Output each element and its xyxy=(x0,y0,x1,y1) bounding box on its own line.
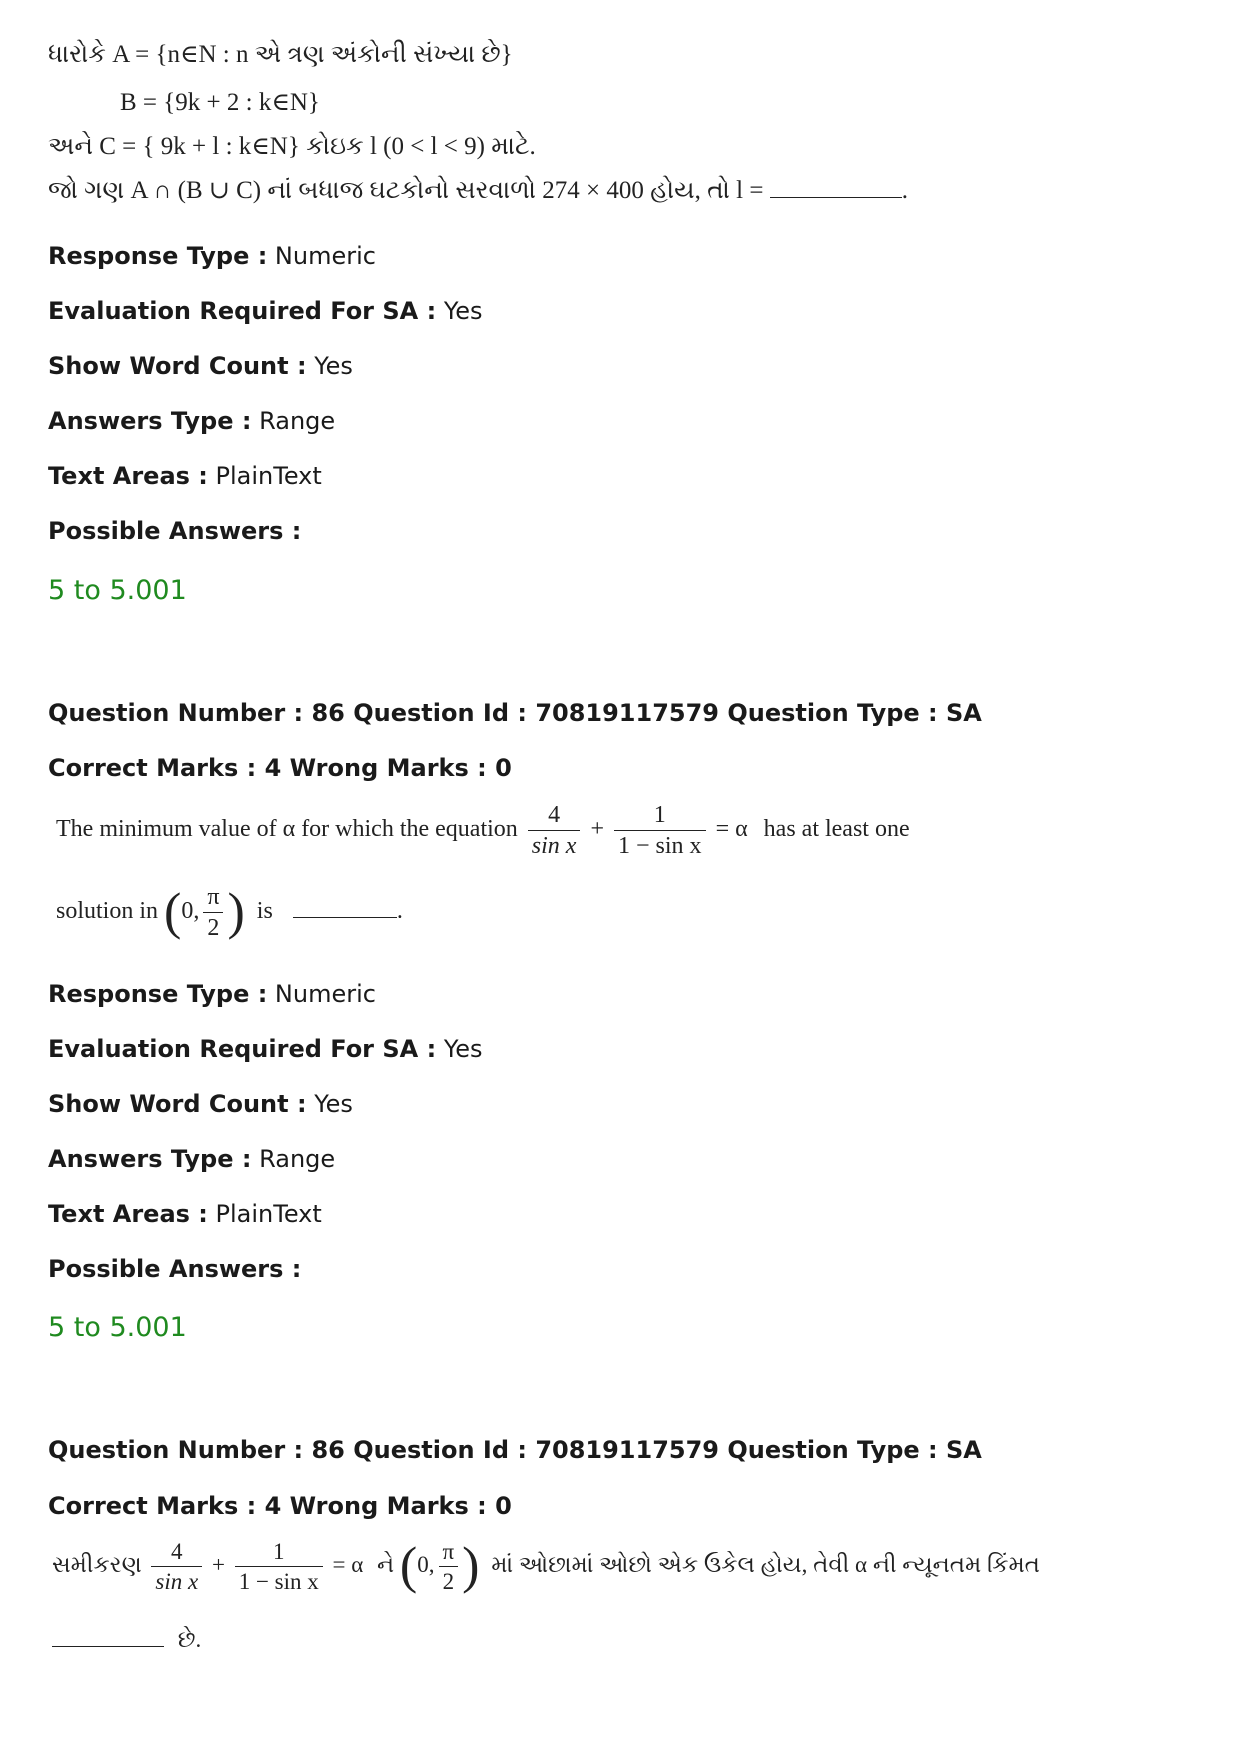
field-label: Response Type : xyxy=(48,980,268,1008)
close-paren: ) xyxy=(462,1537,480,1595)
answer-blank xyxy=(52,1630,164,1647)
fraction-pi-over-2 xyxy=(203,885,223,940)
answer-blank xyxy=(770,179,902,198)
field-label: Answers Type : xyxy=(48,1145,252,1173)
possible-answers-field xyxy=(48,519,301,543)
question1-line4-period: . xyxy=(901,177,908,204)
field-value: Yes xyxy=(436,297,483,325)
fraction-numerator: 4 xyxy=(151,1540,202,1567)
field-value: Yes xyxy=(306,1090,353,1118)
question3-text-a: સમીકરણ xyxy=(52,1551,142,1577)
fraction-4-over-sinx xyxy=(151,1540,202,1593)
answers-type-field xyxy=(48,1147,335,1171)
plus-sign: + xyxy=(590,816,605,843)
fraction-denominator: sin x xyxy=(155,1569,199,1594)
question1-line4 xyxy=(48,178,908,203)
fraction-numerator: π xyxy=(203,885,223,913)
question3-line2 xyxy=(52,1628,201,1651)
question1-line1: ધારોકે A = {n∈N : n એ ત્રણ અંકોની સંખ્યા છે} xyxy=(48,41,513,68)
fraction-denominator: 1 − sin x xyxy=(618,833,702,859)
open-paren: ( xyxy=(399,1537,418,1595)
show-word-count-field xyxy=(48,1092,353,1116)
fraction-denominator: sin x xyxy=(531,833,577,859)
field-label: Show Word Count : xyxy=(48,352,307,380)
fraction-pi-over-2 xyxy=(439,1540,459,1593)
fraction-numerator: π xyxy=(439,1540,459,1567)
open-paren: ( xyxy=(164,883,182,941)
response-type-field xyxy=(48,244,376,268)
field-label: Possible Answers : xyxy=(48,517,302,545)
plus-sign: + xyxy=(211,1551,225,1577)
fraction-numerator: 4 xyxy=(528,803,581,831)
evaluation-required-field xyxy=(48,299,483,323)
fraction-numerator: 1 xyxy=(614,803,706,831)
field-label: Evaluation Required For SA : xyxy=(48,297,437,325)
fraction-1-over-1-minus-sinx xyxy=(235,1540,323,1593)
field-value: Yes xyxy=(306,352,353,380)
field-value: Numeric xyxy=(267,242,376,270)
text-areas-field xyxy=(48,464,322,488)
field-label: Response Type : xyxy=(48,242,268,270)
fraction-4-over-sinx xyxy=(528,803,581,858)
fraction-denominator: 2 xyxy=(207,915,220,941)
field-label: Show Word Count : xyxy=(48,1090,307,1118)
fraction-numerator: 1 xyxy=(235,1540,323,1567)
question2-text-d: is xyxy=(256,898,273,925)
question-header: Question Number : 86 Question Id : 70819117579 Question Type : SA xyxy=(48,1436,982,1464)
question3-text-d: છે. xyxy=(177,1627,202,1652)
field-value: Yes xyxy=(436,1035,483,1063)
question2-text-a: The minimum value of α for which the equation xyxy=(56,816,518,843)
fraction-denominator: 1 − sin x xyxy=(238,1569,319,1594)
question2-text-b: has at least one xyxy=(763,816,910,843)
possible-answers-field xyxy=(48,1257,301,1281)
question-marks: Correct Marks : 4 Wrong Marks : 0 xyxy=(48,754,512,782)
question2-text-c: solution in xyxy=(56,898,159,925)
field-label: Answers Type : xyxy=(48,407,252,435)
question3-line1 xyxy=(52,1537,1040,1595)
question3-text-c: માં ઓછામાં ઓછો એક ઉકેલ હોય, તેવી α ની ન્યૂનતમ કિંમત xyxy=(491,1551,1040,1577)
interval-zero: 0, xyxy=(417,1551,435,1577)
field-value: PlainText xyxy=(207,462,322,490)
field-value: Numeric xyxy=(267,980,376,1008)
question2-period: . xyxy=(396,898,403,925)
field-label: Text Areas : xyxy=(48,462,208,490)
response-type-field xyxy=(48,982,376,1006)
field-value: PlainText xyxy=(207,1200,322,1228)
fraction-1-over-1-minus-sinx xyxy=(614,803,706,858)
text-areas-field xyxy=(48,1202,322,1226)
evaluation-required-field xyxy=(48,1037,483,1061)
close-paren: ) xyxy=(227,883,245,941)
question-header: Question Number : 86 Question Id : 70819117579 Question Type : SA xyxy=(48,699,982,727)
answer-blank xyxy=(293,901,397,918)
field-label: Evaluation Required For SA : xyxy=(48,1035,437,1063)
question1-line4-text: જો ગણ A ∩ (B ∪ C) નાં બધાજ ઘટકોનો સરવાળો 274 × 400 હોય, તો l = xyxy=(48,177,764,204)
question2-line2 xyxy=(56,885,403,940)
field-label: Text Areas : xyxy=(48,1200,208,1228)
equals-alpha: = α xyxy=(715,816,748,843)
equals-alpha: = α xyxy=(332,1551,364,1577)
question-marks: Correct Marks : 4 Wrong Marks : 0 xyxy=(48,1492,512,1520)
possible-answer-value: 5 to 5.001 xyxy=(48,575,187,606)
possible-answer-value: 5 to 5.001 xyxy=(48,1312,187,1343)
fraction-denominator: 2 xyxy=(442,1569,455,1594)
question2-line1 xyxy=(56,803,910,858)
field-value: Range xyxy=(251,407,336,435)
question1-line2: B = {9k + 2 : k∈N} xyxy=(120,89,320,116)
field-label: Possible Answers : xyxy=(48,1255,302,1283)
question3-text-b: ને xyxy=(377,1551,395,1577)
answers-type-field xyxy=(48,409,335,433)
field-value: Range xyxy=(251,1145,336,1173)
question1-line3: અને C = { 9k + l : k∈N} કોઇક l (0 < l < 9) માટે. xyxy=(48,133,536,160)
show-word-count-field xyxy=(48,354,353,378)
interval-zero: 0, xyxy=(181,898,200,925)
